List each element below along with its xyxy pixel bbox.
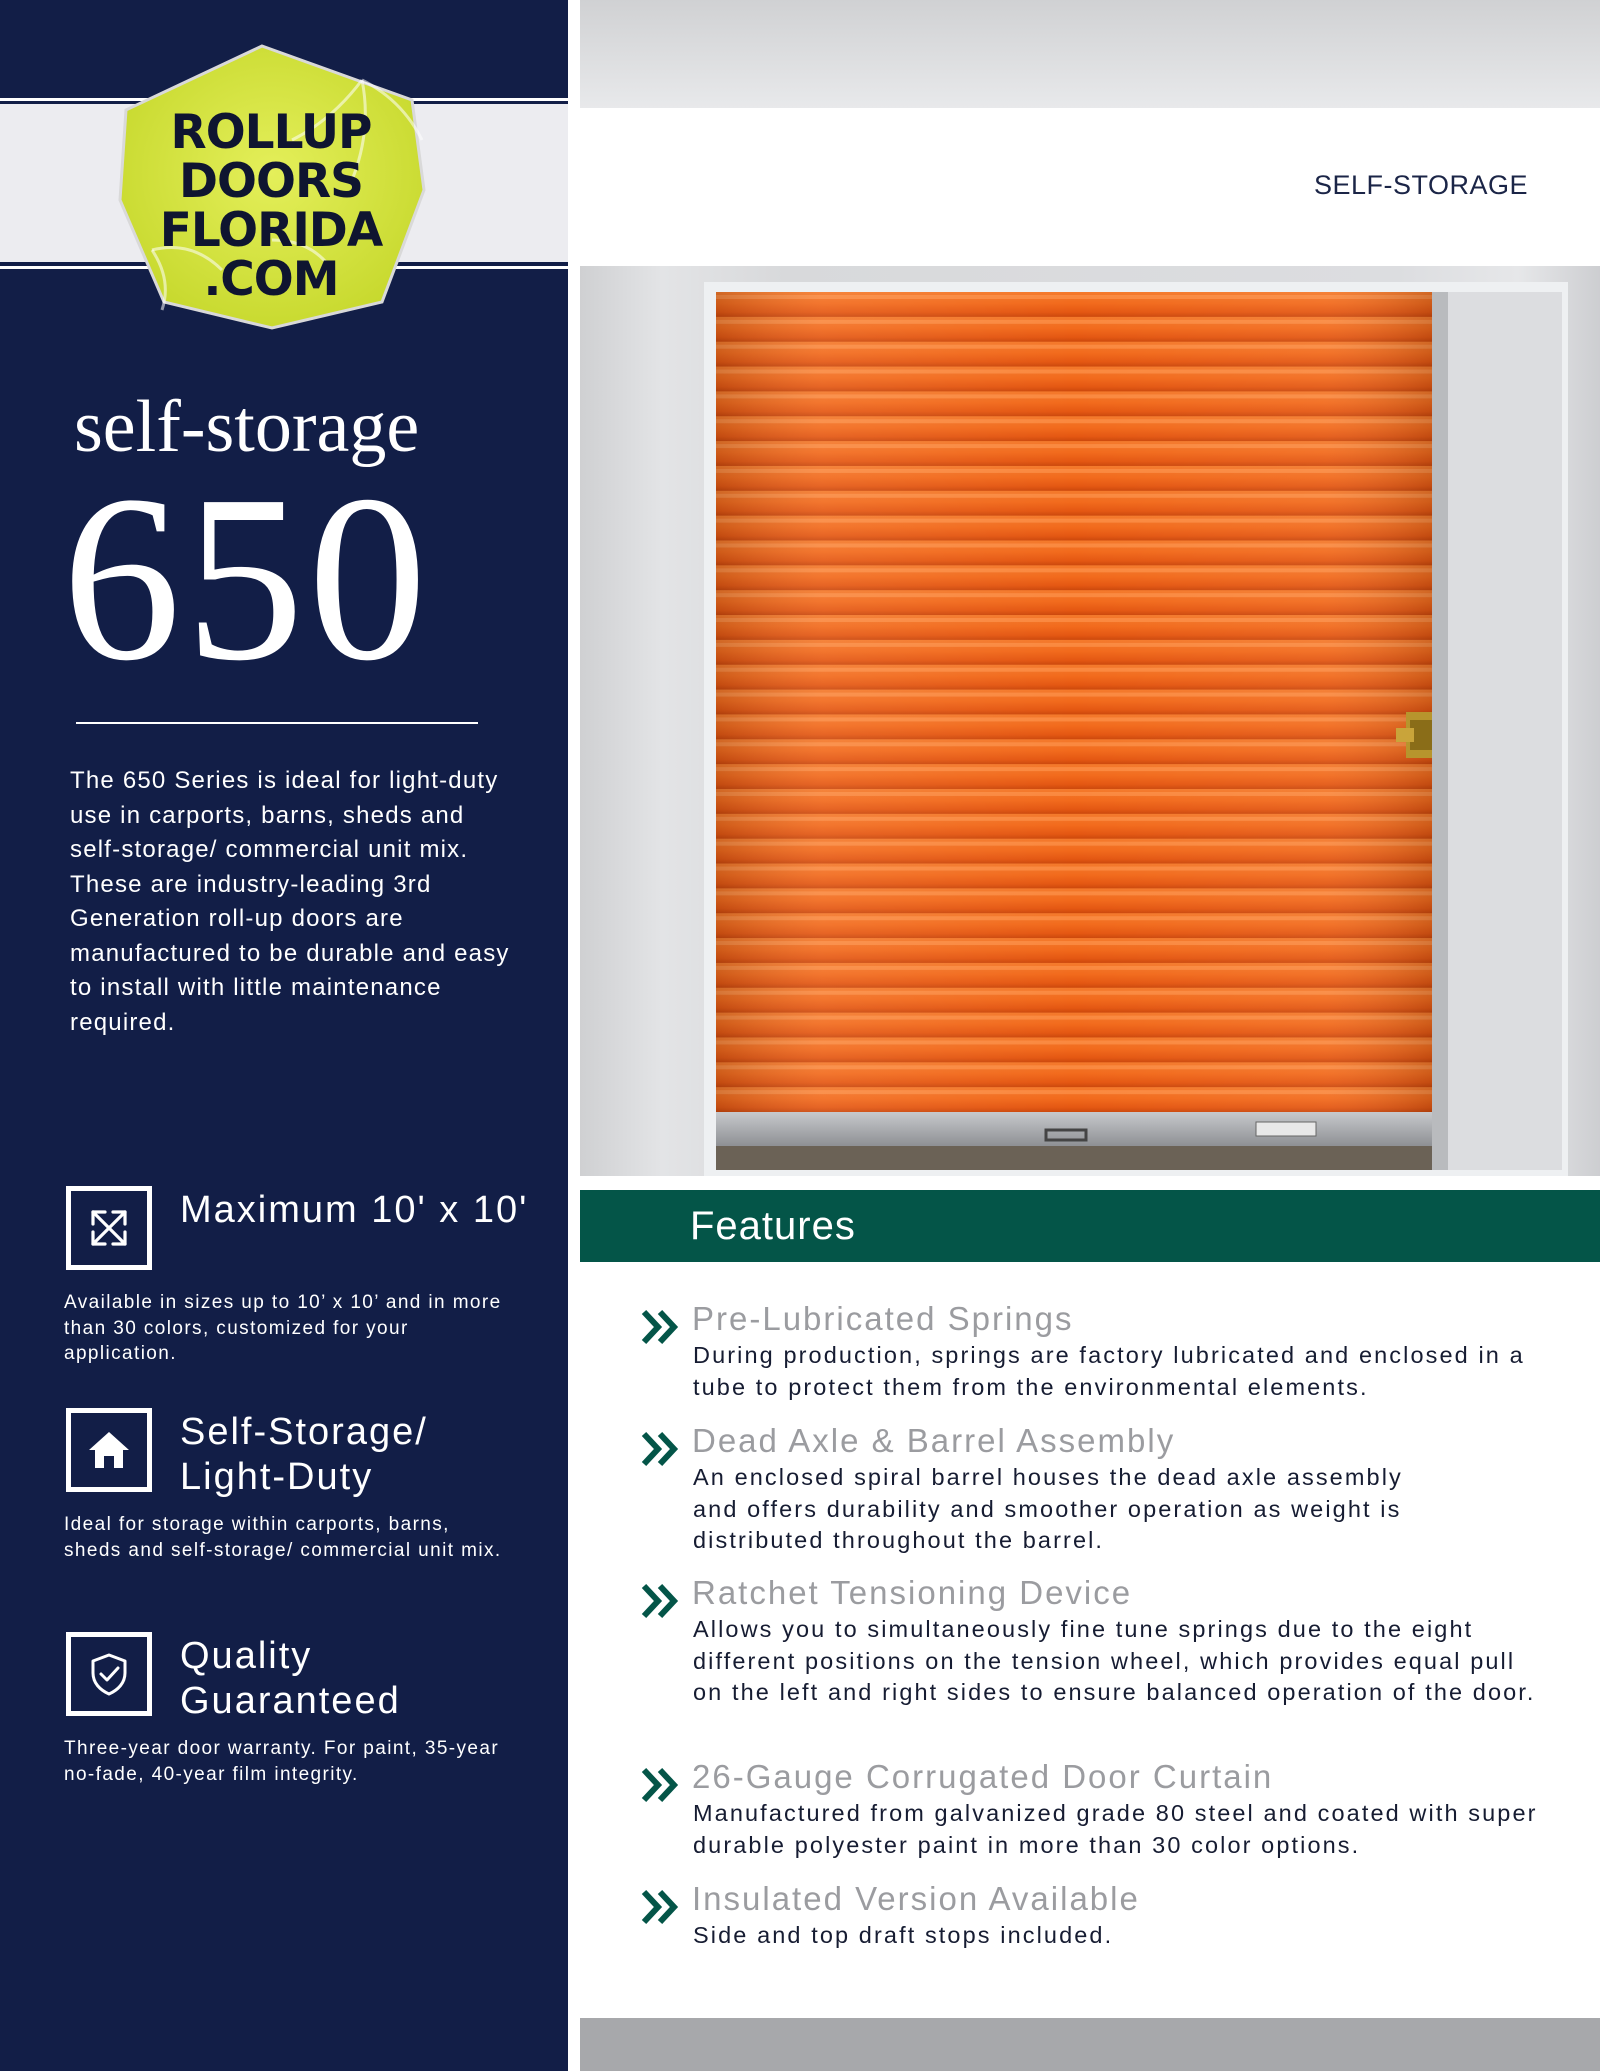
double-chevron-icon bbox=[640, 1582, 680, 1620]
hero-image bbox=[580, 0, 1600, 1176]
rollup-door-icon bbox=[716, 292, 1562, 1170]
product-category: self-storage bbox=[74, 386, 420, 468]
expand-arrows-icon bbox=[66, 1186, 152, 1270]
logo-line: DOORS bbox=[179, 154, 363, 209]
logo-line: ROLLUP bbox=[170, 105, 372, 160]
feature-title: Ratchet Tensioning Device bbox=[692, 1574, 1133, 1611]
shield-check-icon bbox=[66, 1632, 152, 1716]
double-chevron-icon bbox=[640, 1766, 680, 1804]
spec-description: Ideal for storage within carports, barns, sheds and self-storage/ commercial unit mix. bbox=[64, 1514, 502, 1561]
feature-description: An enclosed spiral barrel houses the dead axle assembly and offers durability and smoother operation as weight is distributed throughout the barrel. bbox=[693, 1464, 1403, 1553]
spec-title: Quality Guaranteed bbox=[180, 1635, 401, 1722]
spec-description: Available in sizes up to 10’ x 10’ and in more than 30 colors, customized for your application. bbox=[64, 1292, 502, 1364]
feature-description: During production, springs are factory lubricated and enclosed in a tube to protect them from the environmental elements. bbox=[693, 1342, 1525, 1400]
feature-title: Pre-Lubricated Springs bbox=[692, 1300, 1074, 1337]
home-icon bbox=[66, 1408, 152, 1492]
double-chevron-icon bbox=[640, 1430, 680, 1468]
header-label: SELF-STORAGE bbox=[1313, 170, 1528, 200]
spec-title: Maximum 10' x 10' bbox=[180, 1189, 529, 1231]
logo-line: FLORIDA bbox=[159, 203, 383, 258]
spec-title: Self-Storage/ Light-Duty bbox=[180, 1411, 428, 1498]
double-chevron-icon bbox=[640, 1888, 680, 1926]
product-intro: The 650 Series is ideal for light-duty use in carports, barns, sheds and self-storage/ commercial unit mix. These are industry-leading 3rd Generation roll-up doors are manufactured to be durable and easy to install with little maintenance required. bbox=[70, 767, 510, 1036]
wall-top bbox=[580, 0, 1600, 108]
spec-description: Three-year door warranty. For paint, 35-year no-fade, 40-year film integrity. bbox=[64, 1738, 500, 1785]
product-model: 650 bbox=[62, 447, 431, 710]
brand-logo[interactable] bbox=[112, 40, 430, 332]
feature-title: 26-Gauge Corrugated Door Curtain bbox=[692, 1758, 1274, 1795]
feature-description: Side and top draft stops included. bbox=[693, 1922, 1114, 1948]
feature-title: Insulated Version Available bbox=[692, 1880, 1140, 1917]
double-chevron-icon bbox=[640, 1308, 680, 1346]
feature-description: Manufactured from galvanized grade 80 steel and coated with super durable polyester paint in more than 30 color options. bbox=[693, 1800, 1538, 1858]
footer-bar bbox=[580, 2018, 1600, 2071]
logo-line: .COM bbox=[203, 252, 339, 307]
rollup-door-image bbox=[716, 292, 1562, 1170]
features-title: Features bbox=[690, 1204, 856, 1248]
feature-description: Allows you to simultaneously fine tune springs due to the eight different positions on the tension wheel, which provides equal pull on the left and right sides to ensure balanced operation of the door. bbox=[693, 1616, 1536, 1705]
logo-text bbox=[112, 105, 430, 307]
divider bbox=[76, 722, 478, 724]
left-panel bbox=[0, 0, 568, 2071]
feature-title: Dead Axle & Barrel Assembly bbox=[692, 1422, 1176, 1459]
features-header bbox=[580, 1190, 1600, 1262]
